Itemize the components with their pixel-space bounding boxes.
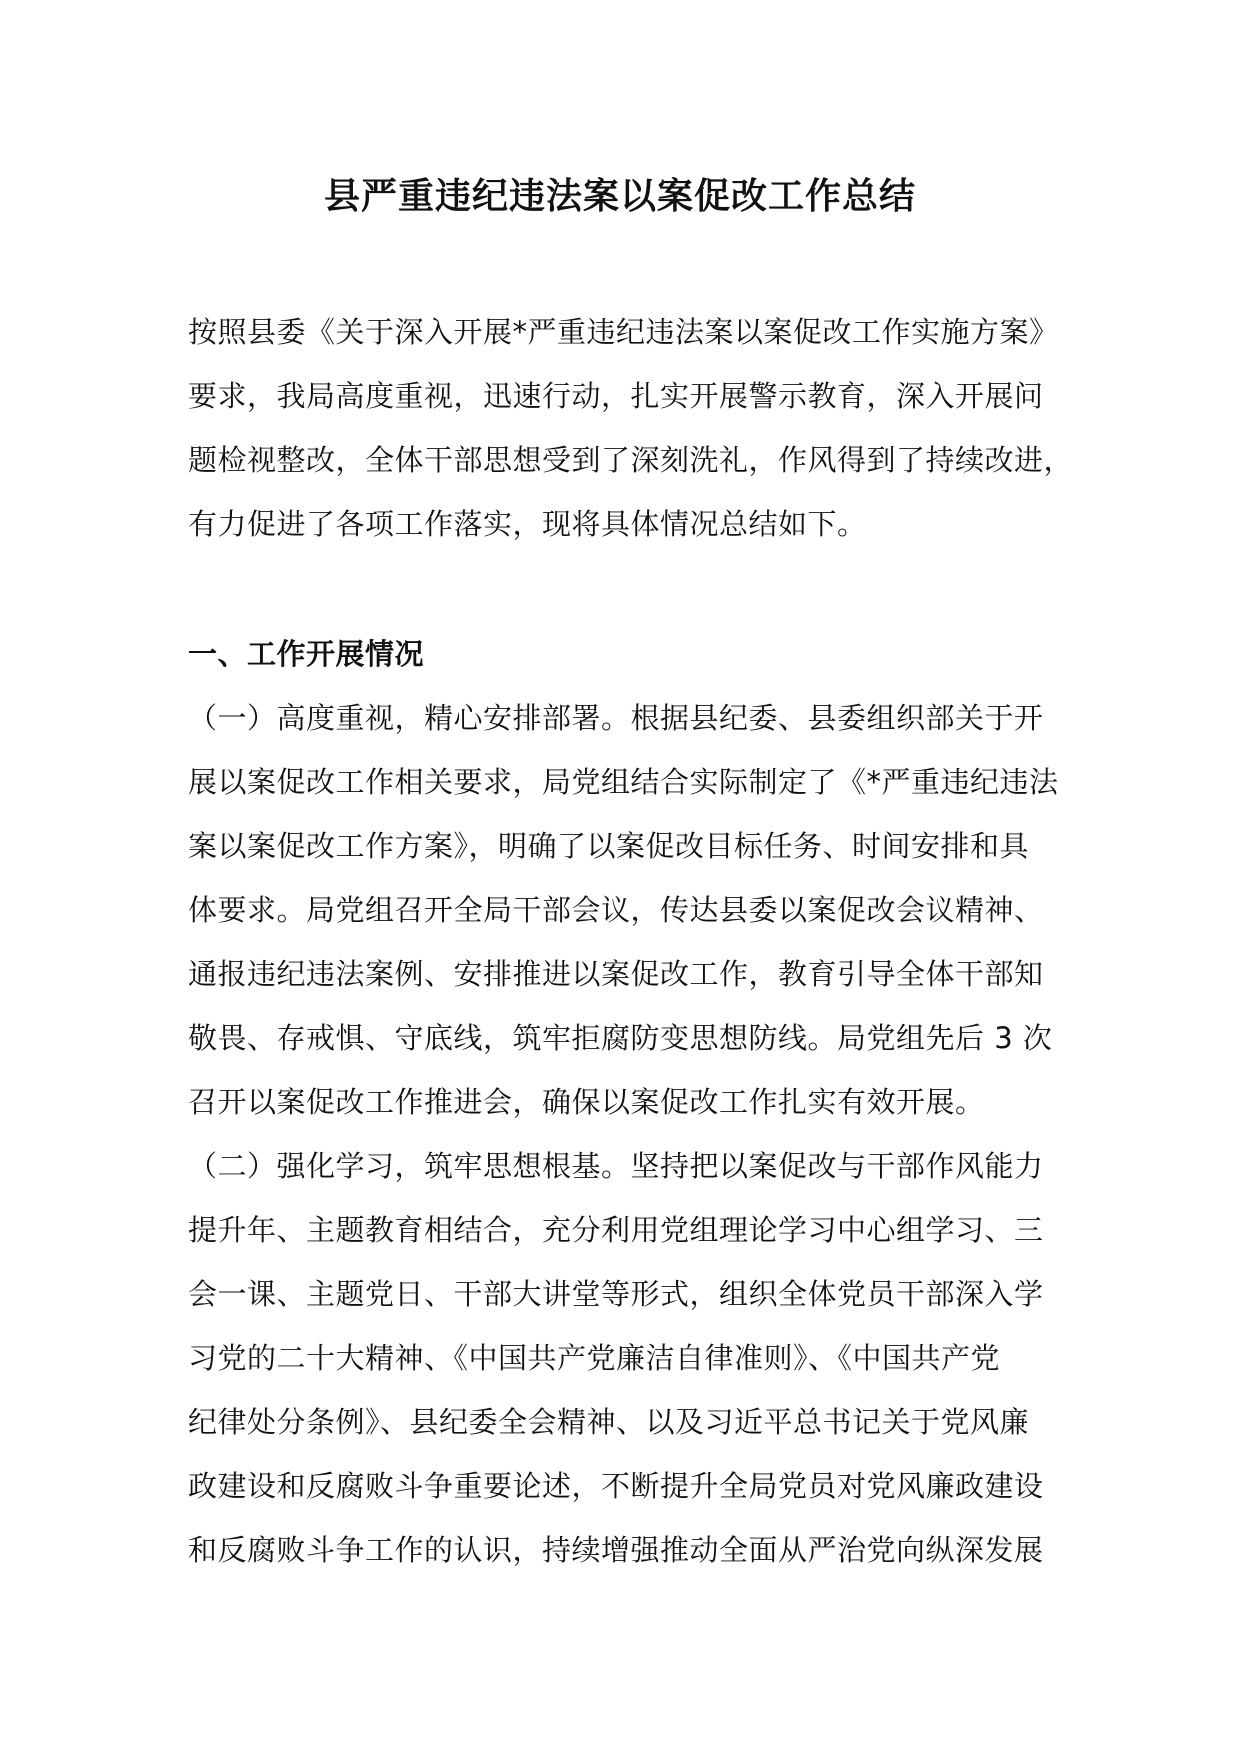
body-line-2: 展以案促改工作相关要求，局党组结合实际制定了《*严重违纪违法 <box>188 765 1059 799</box>
body-line-13: 政建设和反腐败斗争重要论述，不断提升全局党员对党风廉政建设 <box>188 1469 1044 1503</box>
body-line-11: 习党的二十大精神、《中国共产党廉洁自律准则》、《中国共产党 <box>188 1341 1001 1375</box>
body-line-9: 提升年、主题教育相结合，充分利用党组理论学习中心组学习、三 <box>188 1213 1044 1247</box>
body-line-8: （二）强化学习，筑牢思想根基。坚持把以案促改与干部作风能力 <box>188 1149 1044 1183</box>
intro-line-1: 按照县委《关于深入开展*严重违纪违法案以案促改工作实施方案》 <box>188 315 1059 349</box>
body-line-1: （一）高度重视，精心安排部署。根据县纪委、县委组织部关于开 <box>188 701 1044 735</box>
body-line-5: 通报违纪违法案例、安排推进以案促改工作，教育引导全体干部知 <box>188 957 1044 991</box>
body-line-7: 召开以案促改工作推进会，确保以案促改工作扎实有效开展。 <box>188 1085 985 1119</box>
intro-line-3: 题检视整改，全体干部思想受到了深刻洗礼，作风得到了持续改进， <box>188 443 1074 477</box>
body-line-3: 案以案促改工作方案》，明确了以案促改目标任务、时间安排和具 <box>188 829 1030 863</box>
body-line-14: 和反腐败斗争工作的认识，持续增强推动全面从严治党向纵深发展 <box>188 1533 1044 1567</box>
section-heading: 一、工作开展情况 <box>188 637 425 671</box>
body-line-4: 体要求。局党组召开全局干部会议，传达县委以案促改会议精神、 <box>188 893 1044 927</box>
document-title: 县严重违纪违法案以案促改工作总结 <box>323 176 916 217</box>
intro-line-2: 要求，我局高度重视，迅速行动，扎实开展警示教育，深入开展问 <box>188 379 1044 413</box>
intro-line-4: 有力促进了各项工作落实，现将具体情况总结如下。 <box>188 507 867 541</box>
body-line-10: 会一课、主题党日、干部大讲堂等形式，组织全体党员干部深入学 <box>188 1277 1044 1311</box>
body-line-6: 敬畏、存戒惧、守底线，筑牢拒腐防变思想防线。局党组先后 3 次 <box>188 1021 1053 1055</box>
body-line-12: 纪律处分条例》、县纪委全会精神、以及习近平总书记关于党风廉 <box>188 1405 1030 1439</box>
